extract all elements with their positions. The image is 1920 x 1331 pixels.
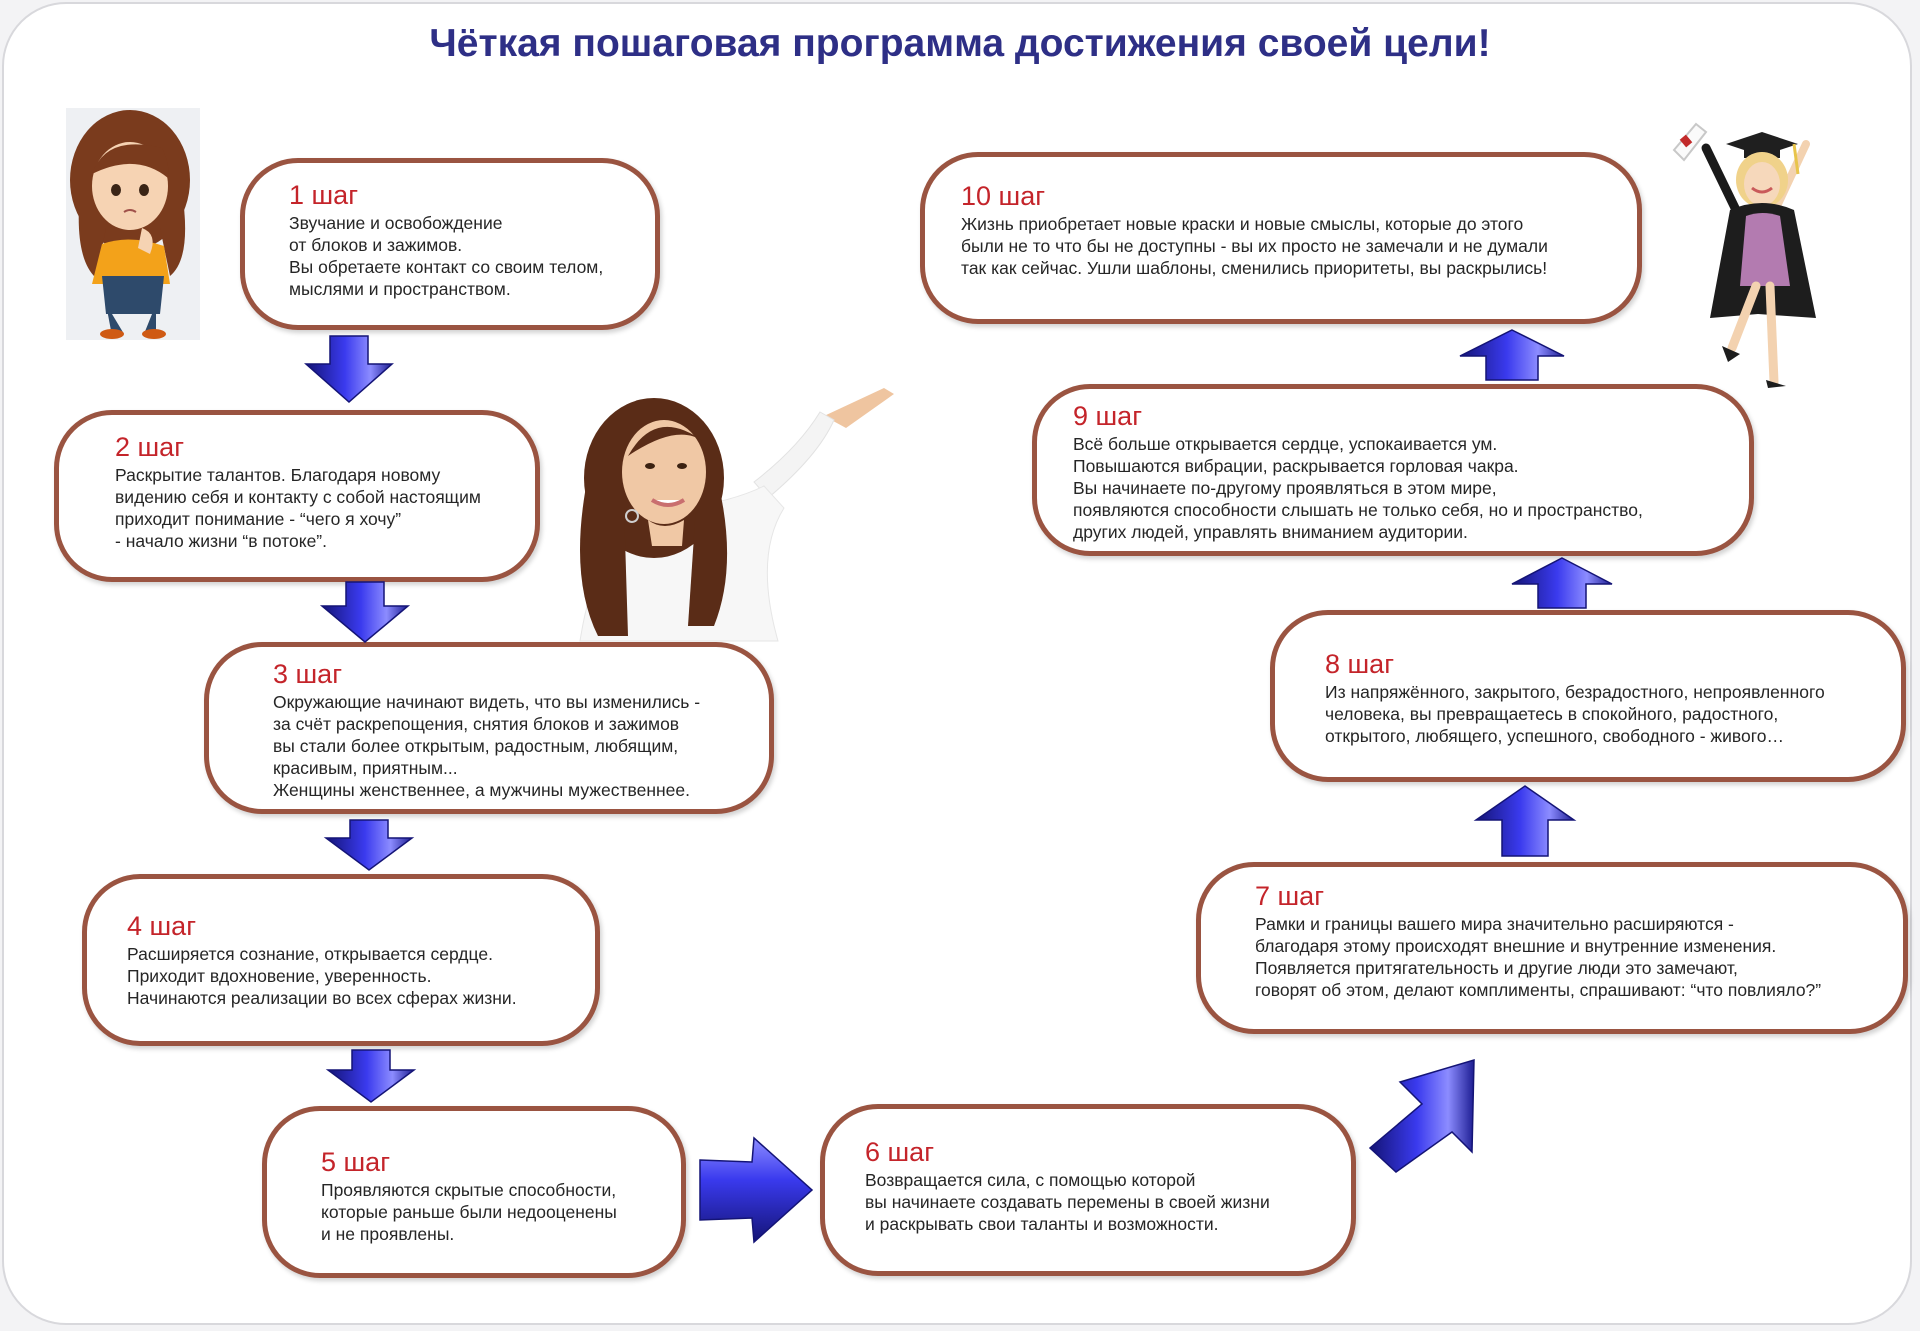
step-5-box	[262, 1106, 686, 1278]
step-3-title: 3 шаг	[273, 659, 343, 689]
down-arrow-1-to-2	[306, 336, 392, 402]
step-10-box	[920, 152, 1642, 324]
step-3-text: Окружающие начинают видеть, что вы изменились - за счёт раскрепощения, снятия блоков и зажимов вы стали более открытым, радостным, любящим, красивым, приятным... Женщины женственнее, а мужчины мужественнее.	[273, 692, 701, 800]
diagonal-arrow-6-to-7	[1370, 1060, 1480, 1172]
step-8-text: Из напряжённого, закрытого, безрадостного, непроявленного человека, вы превращаетесь в спокойного, радостного, открытого, любящего, успешного, свободного - живого…	[1325, 682, 1825, 746]
step-7-box	[1196, 862, 1908, 1034]
graduate-woman-illustration	[1666, 118, 1846, 390]
step-7-text: Рамки и границы вашего мира значительно расширяются - благодаря этому происходят внешние и внутренние изменения. Появляется притягательность и другие люди это замечают, говорят об этом, делают комплименты, спрашивают: “что повлияло?”	[1255, 914, 1822, 1000]
thinking-girl-illustration	[66, 108, 200, 340]
step-7-title: 7 шаг	[1255, 881, 1325, 911]
step-4-title: 4 шаг	[127, 911, 197, 941]
step-3-box	[204, 642, 774, 814]
step-4-text: Расширяется сознание, открывается сердце. Приходит вдохновение, уверенность. Начинаются реализации во всех сферах жизни.	[127, 944, 517, 1008]
step-9-text: Всё больше открывается сердце, успокаивается ум. Повышаются вибрации, раскрывается горловая чакра. Вы начинаете по-другому проявляться в этом мире, появляются способности слышать не только себя, но и пространство, других людей, управлять вниманием аудитории.	[1073, 434, 1643, 542]
step-10-title: 10 шаг	[961, 181, 1046, 211]
step-9-title: 9 шаг	[1073, 401, 1143, 431]
step-2-box	[54, 410, 540, 582]
step-2-title: 2 шаг	[115, 432, 185, 462]
step-9-box	[1032, 384, 1754, 556]
step-1-box	[240, 158, 660, 330]
step-5-text: Проявляются скрытые способности, которые раньше были недооценены и не проявлены.	[321, 1180, 617, 1244]
diagram-title: Чёткая пошаговая программа достижения своей цели!	[429, 22, 1491, 65]
up-arrow-9-to-10	[1460, 330, 1564, 380]
pointing-woman-photo	[528, 386, 912, 641]
down-arrow-3-to-4	[326, 820, 412, 870]
up-arrow-7-to-8	[1476, 786, 1574, 856]
step-1-title: 1 шаг	[289, 180, 359, 210]
down-arrow-4-to-5	[328, 1050, 414, 1102]
step-8-box	[1270, 610, 1906, 782]
right-arrow-5-to-6	[700, 1138, 812, 1242]
step-6-text: Возвращается сила, с помощью которой вы начинаете создавать перемены в своей жизни и раскрывать свои таланты и возможности.	[865, 1170, 1270, 1234]
up-arrow-8-to-9	[1512, 558, 1612, 608]
down-arrow-2-to-3	[322, 582, 408, 642]
step-8-title: 8 шаг	[1325, 649, 1395, 679]
step-10-text: Жизнь приобретает новые краски и новые смыслы, которые до этого были не то что бы не доступны - вы их просто не замечали и не думали так как сейчас. Ушли шаблоны, сменились приоритеты, вы раскрылись!	[961, 214, 1548, 278]
step-6-title: 6 шаг	[865, 1137, 935, 1167]
step-4-box	[82, 874, 600, 1046]
step-5-title: 5 шаг	[321, 1147, 391, 1177]
step-2-text: Раскрытие талантов. Благодаря новому видению себя и контакту с собой настоящим приходит понимание - “чего я хочу” - начало жизни “в потоке”.	[115, 465, 481, 551]
step-1-text: Звучание и освобождение от блоков и зажимов. Вы обретаете контакт со своим телом, мыслями и пространством.	[289, 213, 604, 299]
step-6-box	[820, 1104, 1356, 1276]
